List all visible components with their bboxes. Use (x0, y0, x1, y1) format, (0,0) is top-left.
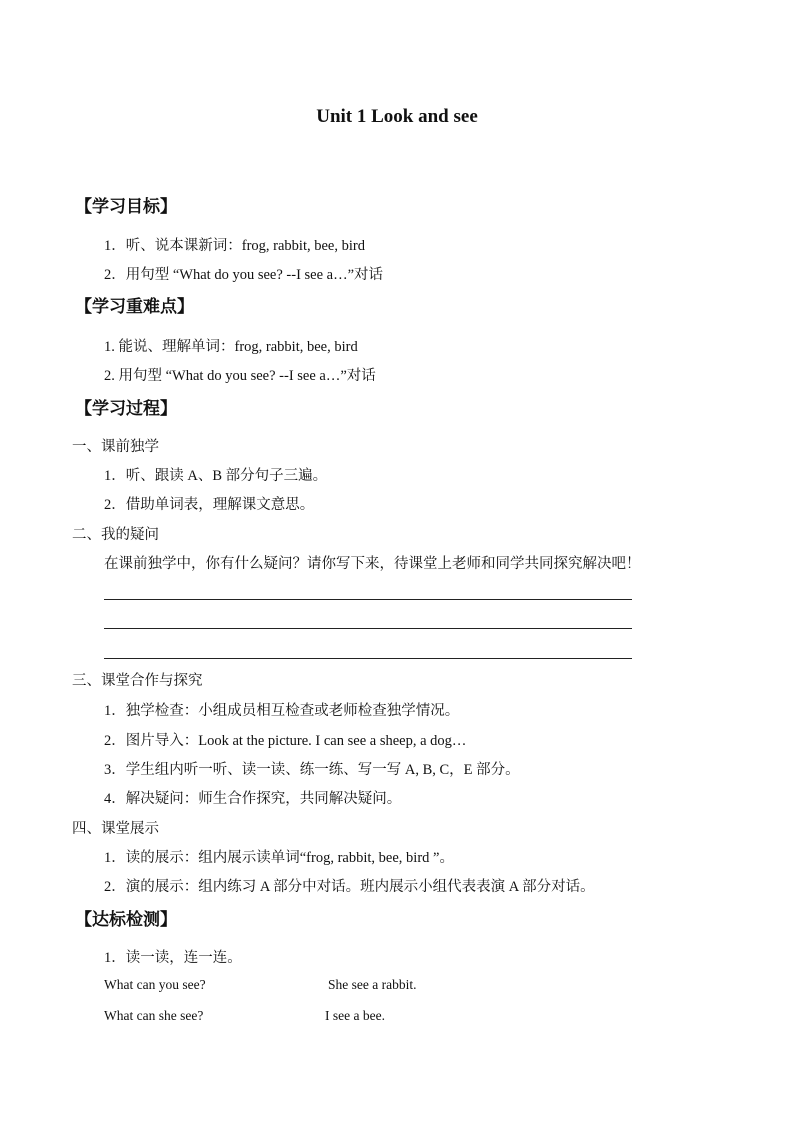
process-heading: 【学习过程】 (75, 399, 177, 418)
key-points-heading: 【学习重难点】 (75, 297, 194, 316)
part4-item: 1．读的展示：组内展示读单词“frog, rabbit, bee, bird ”。 (104, 850, 454, 866)
part2-heading: 二、我的疑问 (72, 527, 159, 543)
part3-item: 1．独学检查：小组成员相互检查或老师检查独学情况。 (104, 703, 460, 719)
answer-line (104, 658, 632, 659)
match-left-item: What can she see? (104, 1008, 204, 1023)
part4-item: 2．演的展示：组内练习 A 部分中对话。班内展示小组代表表演 A 部分对话。 (104, 879, 595, 895)
part4-heading: 四、课堂展示 (72, 821, 159, 837)
question-prompt: 在课前独学中，你有什么疑问？请你写下来，待课堂上老师和同学共同探究解决吧！ (104, 556, 641, 572)
part1-item: 2．借助单词表，理解课文意思。 (104, 497, 315, 513)
page-title: Unit 1 Look and see (316, 106, 478, 127)
objective-item: 1．听、说本课新词：frog, rabbit, bee, bird (104, 238, 365, 254)
assessment-instruction: 1．读一读，连一连。 (104, 950, 242, 966)
part1-heading: 一、课前独学 (72, 439, 159, 455)
part3-item: 2．图片导入：Look at the picture. I can see a sheep, a dog… (104, 733, 467, 749)
part3-item: 4．解决疑问：师生合作探究，共同解决疑问。 (104, 791, 402, 807)
match-right-item: She see a rabbit. (328, 977, 417, 992)
part1-item: 1．听、跟读 A、B 部分句子三遍。 (104, 468, 328, 484)
answer-line (104, 628, 632, 629)
match-right-item: I see a bee. (325, 1008, 385, 1023)
key-point-item: 2. 用句型 “What do you see? --I see a…”对话 (104, 368, 376, 384)
objective-item: 2．用句型 “What do you see? --I see a…”对话 (104, 267, 384, 283)
part3-heading: 三、课堂合作与探究 (72, 673, 203, 689)
key-point-item: 1. 能说、理解单词：frog, rabbit, bee, bird (104, 339, 358, 355)
part3-item: 3．学生组内听一听、读一读、练一练、写一写 A, B, C，E 部分。 (104, 762, 520, 778)
match-left-item: What can you see? (104, 977, 206, 992)
objectives-heading: 【学习目标】 (75, 197, 177, 216)
answer-line (104, 599, 632, 600)
assessment-heading: 【达标检测】 (75, 910, 177, 929)
